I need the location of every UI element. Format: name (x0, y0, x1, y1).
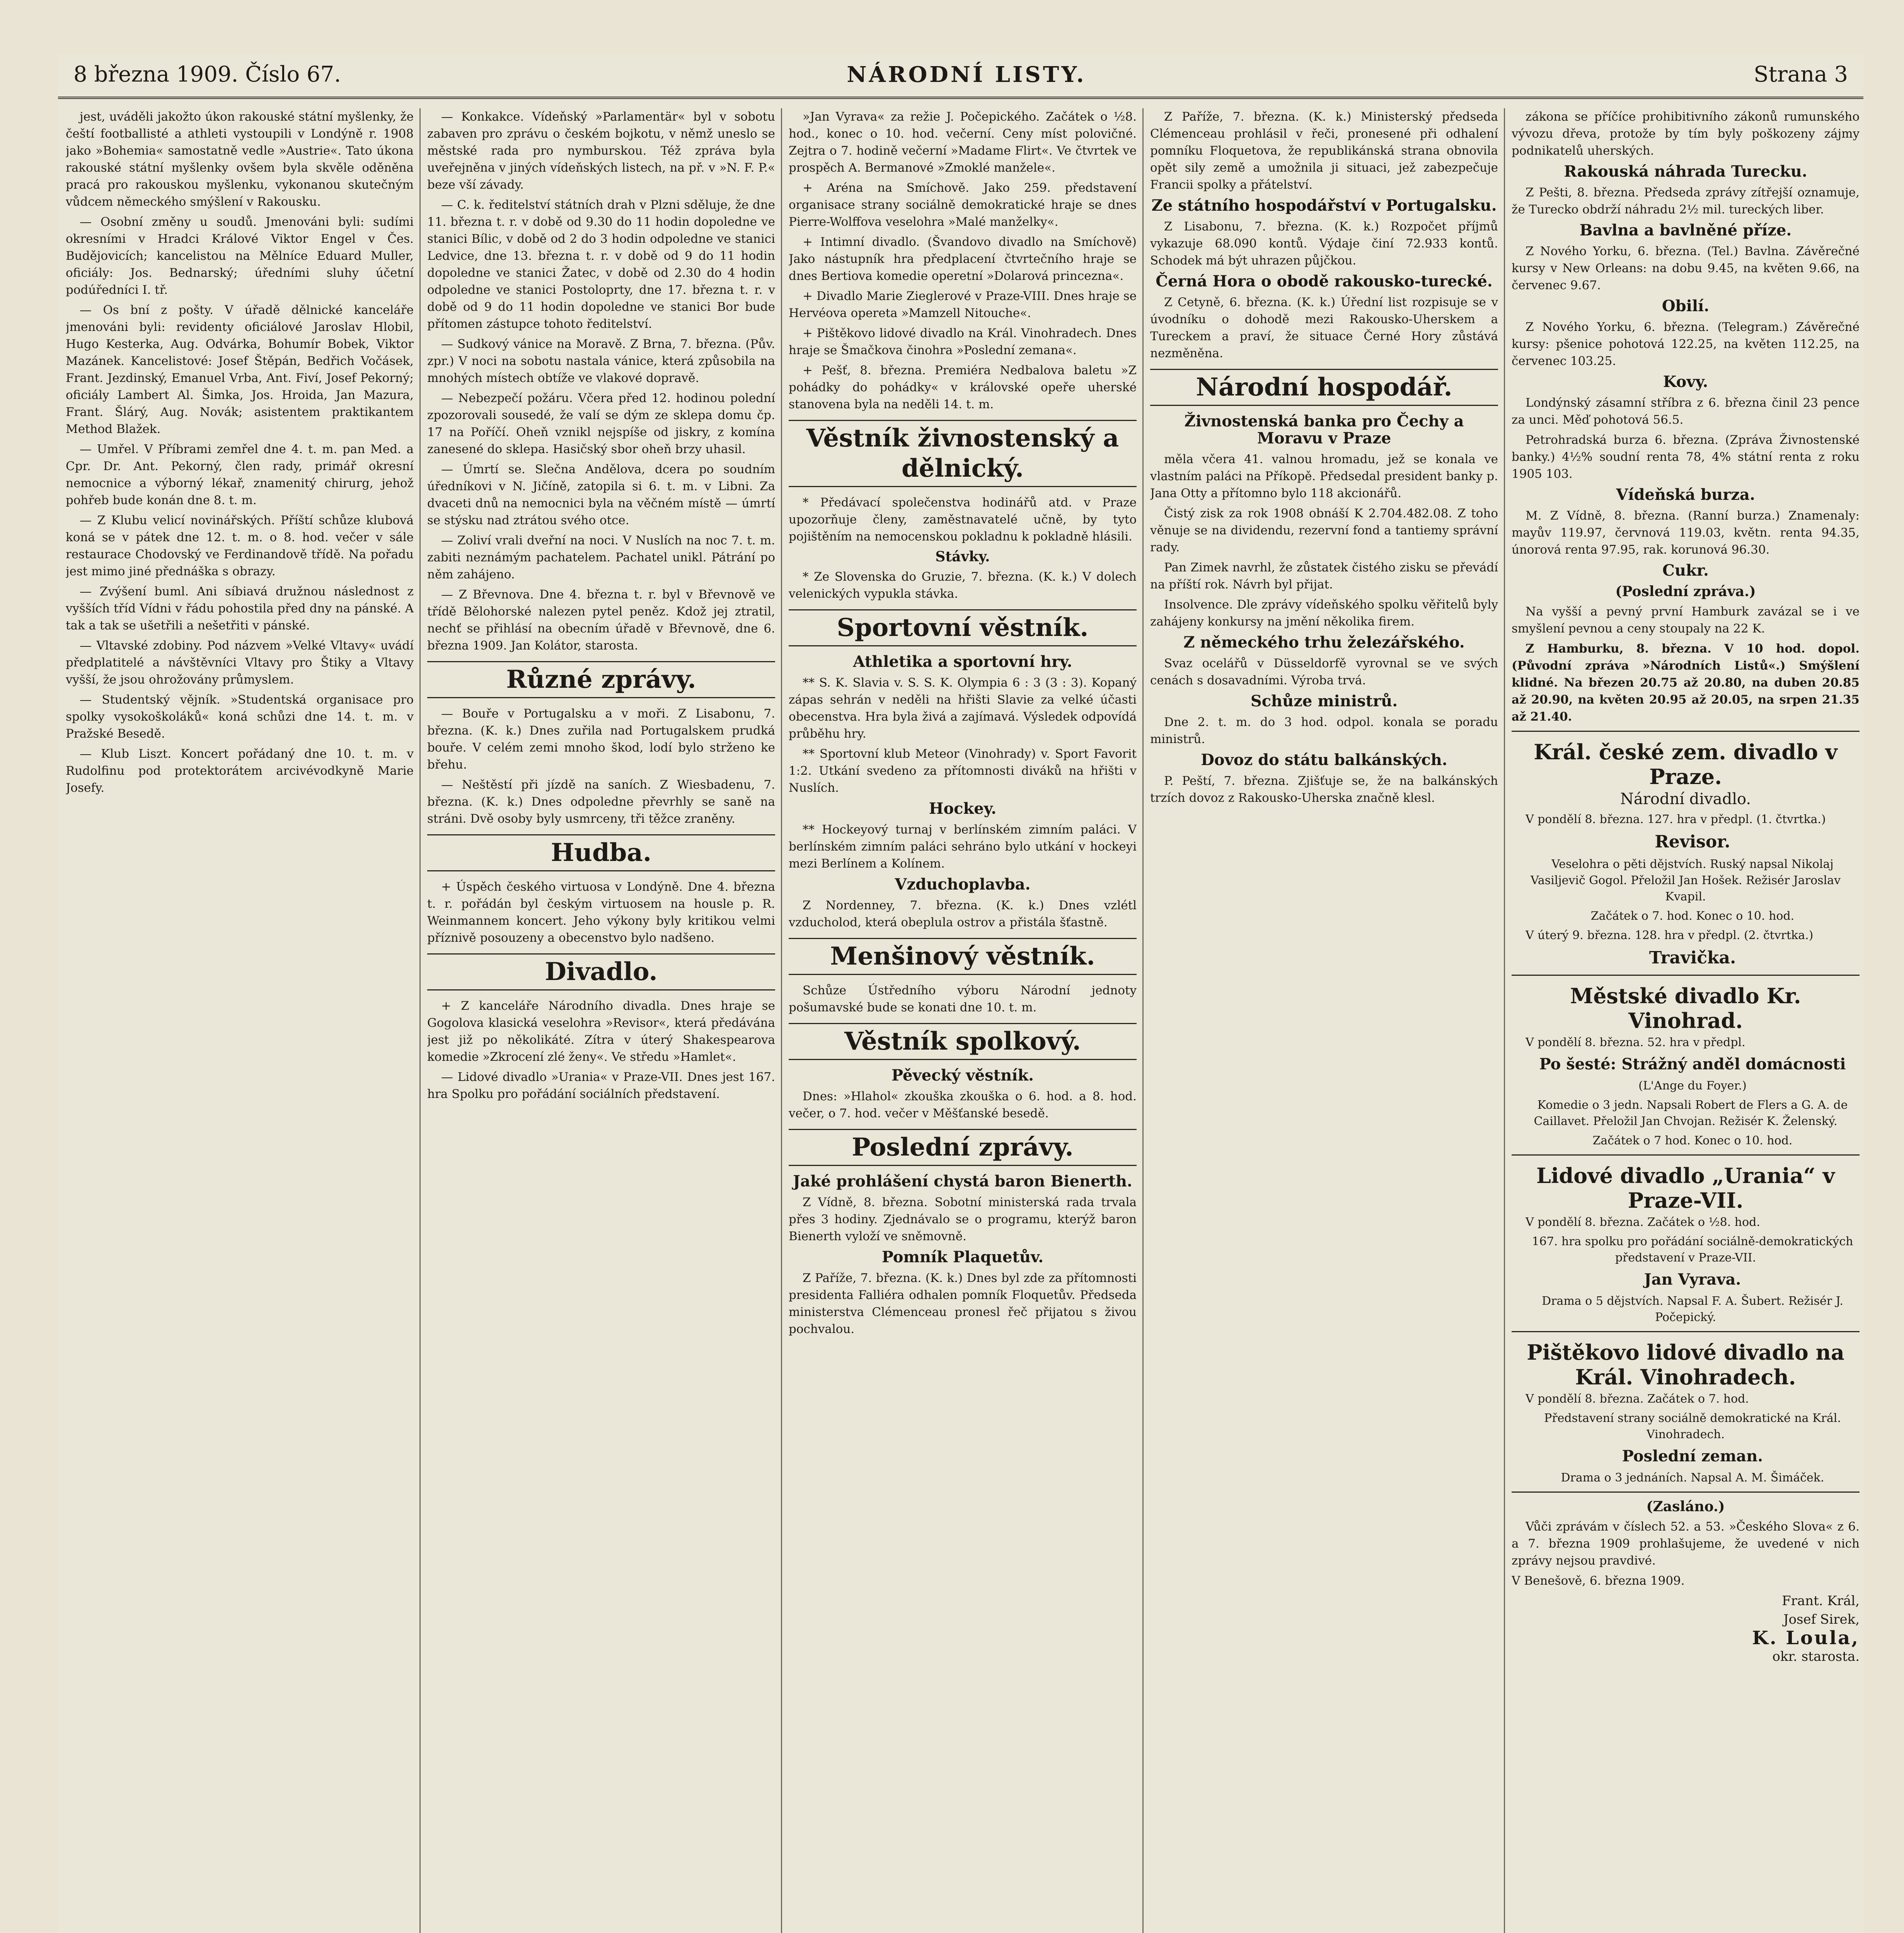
article-text: + Z kanceláře Národního divadla. Dnes hraje se Gogolova klasická veselohra »Revisor«, která předávána jest již po několikáté. Zítra v úterý Shakespearova komedie »Zkrocení zlé ženy«. Ve středu »Hamlet«. (427, 999, 775, 1064)
subsection-heading: Vzduchoplavba. (895, 875, 1031, 893)
article-text: Z Lisabonu, 7. března. (K. k.) Rozpočet příjmů vykazuje 68.090 kontů. Výdaje činí 72.933 kontů. Schodek má být uhrazen půjčkou. (1150, 220, 1498, 268)
article-text: + Aréna na Smíchově. Jako 259. představení organisace strany sociálně demokratické hraje se dnes Pierre-Wolffova veselohra »Malé manželky«. (789, 181, 1137, 229)
article-text: Schůze Ústředního výboru Národní jednoty pošumavské bude se konati dne 10. t. m. (789, 984, 1137, 1014)
article-text: jest, uváděli jakožto úkon rakouské státní myšlenky, že čeští footballisté a athleti vystoupili v Londýně r. 1908 jako »Bohemia« samostatně vedle »Austrie«. Tato úkona rakouské státní myšlenky ovšem byla skvěle oděněna pracá pro rakouskou myšlenku, vykonanou skutečným vůdcem německého smýšlení v Rakousku. (66, 110, 414, 209)
column-divider (781, 108, 782, 1933)
article-text: zákona se příčíce prohibitivního zákonů rumunského vývozu dřeva, protože by tím byly poškozeny zájmy podnikatelů uherských. (1512, 110, 1860, 158)
column-4 (1150, 108, 1498, 1933)
article-text: Insolvence. Dle zprávy vídeňského spolku věřitelů byly zahájeny konkursy na jmění několika firem. (1150, 598, 1498, 629)
column-2 (427, 108, 775, 1933)
article-text: — Z Břevnova. Dne 4. března t. r. byl v Břevnově ve třídě Bělohorské nalezen pytel peněz. Kdož jej ztratil, nechť se přihlásí na obecním úřadě v Břevnově, dne 6. března 1909. Jan Kolátor, starosta. (427, 588, 775, 653)
article-text: Na vyšší a pevný první Hamburk zavázal se i ve smyšlení pevnou a ceny stoupaly na 22 K. (1512, 605, 1860, 636)
subsection-heading: Vídeňská burza. (1616, 486, 1755, 504)
program-line: Veselohra o pěti dějstvích. Ruský napsal Nikolaj Vasiljevič Gogol. Přeložil Jan Hošek. Režisér Jaroslav Kvapil. (1530, 857, 1841, 903)
program-line: V pondělí 8. března. Začátek o 7. hod. (1526, 1392, 1749, 1406)
newspaper-page (58, 54, 1863, 1933)
article-text: Čistý zisk za rok 1908 obnáší K 2.704.482.08. Z toho věnuje se na dividendu, rezervní fond a tantiemy správní rady. (1150, 506, 1498, 554)
article-text: Londýnský zásamní stříbra z 6. března činil 23 pence za unci. Měď pohotová 56.5. (1512, 396, 1860, 427)
program-line: (L'Ange du Foyer.) (1638, 1079, 1747, 1093)
theatre-heading: Lidové divadlo „Urania“ v Praze-VII. (1536, 1163, 1835, 1213)
column-divider (419, 108, 421, 1933)
section-heading: Věstník živnostenský a dělnický. (789, 420, 1137, 487)
article-text: — Zvýšení buml. Ani síbiavá družnou následnost z vyšších tříd Vídni v řádu pohostila před dny na pánské. A tak a tak se ušetřili a nešetřiti v pánské. (66, 585, 414, 632)
column-divider (1504, 108, 1505, 1933)
article-text: Pan Zimek navrhl, že zůstatek čistého zisku se převádí na příští rok. Návrh byl přijat. (1150, 561, 1498, 591)
program-line: Začátek o 7. hod. Konec o 10. hod. (1590, 909, 1795, 923)
article-text: ** S. K. Slavia v. S. S. K. Olympia 6 : 3 (3 : 3). Kopaný zápas sehrán v neděli na hřišti Slavie za velké účasti obecenstva. Hra byla živá a zajímavá. Výsledek odpovídá průběhu hry. (789, 676, 1137, 741)
signature: Josef Sirek, (1783, 1612, 1860, 1627)
section-heading: Různé zprávy. (427, 661, 775, 698)
article-text: Z Cetyně, 6. března. (K. k.) Úřední list rozpisuje se v úvodníku o dohodě mezi Rakousko-Uherskem a Tureckem a praví, že situace Černé Hory zůstává nezměněna. (1150, 295, 1498, 360)
article-text: + Pištěkovo lidové divadlo na Král. Vinohradech. Dnes hraje se Šmačkova činohra »Poslední zemana«. (789, 326, 1137, 357)
subsection-heading: Stávky. (935, 549, 990, 565)
article-text: »Jan Vyrava« za režie J. Počepického. Začátek o ½8. hod., konec o 10. hod. večerní. Ceny míst polovičné. Zejtra o 7. hodině večerní »Madame Flirt«. Ve čtvrtek ve prospěch A. Bermanové »Zmoklé manžele«. (789, 110, 1137, 175)
column-divider (1142, 108, 1144, 1933)
article-text: — Vltavské zdobiny. Pod názvem »Velké Vltavy« uvádí předplatitelé a návštěvníci Vltavy pro Štiky a Vltavy vyšší, že jsou ohrožovány průmyslem. (66, 639, 414, 687)
section-heading: Menšinový věstník. (789, 938, 1137, 975)
article-text: ** Hockeyový turnaj v berlínském zimním paláci. V berlínském zimním paláci sehráno bylo utkání v hockeyi mezi Berlínem a Kolínem. (789, 823, 1137, 871)
theatre-heading: Král. české zem. divadlo v Praze. (1534, 740, 1838, 789)
subsection-heading: Bavlna a bavlněné příze. (1579, 221, 1792, 239)
article-text: — Studentský vějník. »Studentská organisace pro spolky vysokoškoláků« koná schůzi dne 14. t. m. v Pražské Besedě. (66, 693, 414, 741)
column-3 (789, 108, 1137, 1933)
section-heading: Sportovní věstník. (789, 609, 1137, 646)
article-text: + Pešť, 8. března. Premiéra Nedbalova baletu »Z pohádky do pohádky« v královské opeře uherské stanovena byla na neděli 14. t. m. (789, 363, 1137, 411)
article-text: Z Nového Yorku, 6. března. (Telegram.) Závěrečné kursy: pšenice pohotová 122.25, na květen 112.25, na červenec 103.25. (1512, 320, 1860, 368)
program-line: Drama o 5 dějstvích. Napsal F. A. Šubert. Režisér J. Počepický. (1542, 1294, 1843, 1324)
page-number: Strana 3 (1754, 62, 1848, 87)
subsection-heading: Pěvecký věstník. (891, 1066, 1034, 1084)
program-line: Představení strany sociálně demokratické na Král. Vinohradech. (1544, 1411, 1841, 1441)
article-text: Petrohradská burza 6. března. (Zpráva Živnostenské banky.) 4½% soudní renta 78, 4% státní renta z roku 1905 103. (1512, 433, 1860, 481)
article-text: + Intimní divadlo. (Švandovo divadlo na Smíchově) Jako nástupník hra předplacení čtvrtečního hraje se dnes Bertiova komedie operetní »Dolarová princezna«. (789, 235, 1137, 283)
article-text: + Úspěch českého virtuosa v Londýně. Dne 4. března t. r. pořádán byl českým virtuosem na housle p. R. Weinmannem koncert. Jeho výkony byly kritikou velmi příznivě posouzeny a obecenstvo bylo nadšeno. (427, 880, 775, 945)
program-line: V pondělí 8. března. 127. hra v předpl. (1. čtvrtka.) (1526, 813, 1826, 826)
section-heading: Divadlo. (427, 953, 775, 990)
article-text: — Konkakce. Vídeňský »Parlamentär« byl v sobotu zabaven pro zprávu o českém bojkotu, v němž uneslo se městské rada pro nymburskou. Též zpráva byla uveřejněna v jiných vídeňských listech, na př. v »N. F. P.« beze vší závady. (427, 110, 775, 192)
subsection-heading: Černá Hora o obodě rakousko-turecké. (1156, 272, 1493, 290)
article-text: M. Z Vídně, 8. března. (Ranní burza.) Znamenaly: mayův 119.97, červnová 119.03, květn. renta 94.35, únorová renta 97.95, rak. korunová 96.30. (1512, 509, 1860, 557)
article-text: — Osobní změny u soudů. Jmenováni byli: sudími okresními v Hradci Králové Viktor Engel v Čes. Budějovicích; kancelistou na Mělníce Eduard Muller, oficiály: Jos. Bednarský; úředními sluhy účetní podúředníci I. tř. (66, 215, 414, 297)
article-text: + Divadlo Marie Zieglerové v Praze-VIII. Dnes hraje se Hervéova opereta »Mamzell Nitouche«. (789, 289, 1137, 320)
subsection-heading: (Zasláno.) (1646, 1498, 1725, 1515)
subsection-heading: Cukr. (1662, 561, 1709, 580)
article-text: — Klub Liszt. Koncert pořádaný dne 10. t. m. v Rudolfinu pod protektorátem arcivévodkyně Marie Josefy. (66, 747, 414, 795)
subsection-heading: Živnostenská banka pro Čechy a Moravu v Praze (1184, 412, 1464, 447)
divider (1512, 1154, 1860, 1156)
masthead (58, 54, 1863, 99)
program-line: V úterý 9. března. 128. hra v předpl. (2. čtvrtka.) (1526, 929, 1814, 942)
article-text: Dne 2. t. m. do 3 hod. odpol. konala se poradu ministrů. (1150, 715, 1498, 746)
article-text: — Bouře v Portugalsku a v moři. Z Lisabonu, 7. března. (K. k.) Dnes zuřila nad Portugalskem prudká bouře. V celém zemi mnoho škod, lodí bylo strženo ke břehu. (427, 707, 775, 772)
divider (1512, 975, 1860, 976)
divider (1512, 731, 1860, 732)
theatre-heading: Pištěkovo lidové divadlo na Král. Vinohradech. (1527, 1340, 1844, 1389)
article-text: — Nebezpečí požáru. Včera před 12. hodinou polední zpozorovali sousedé, že valí se dým ze sklepa domu čp. 17 na Poříčí. Oheň vznikl nejspíše od jiskry, z komína zanesené do sklepa. Hasičský sbor oheň brzy uhasil. (427, 391, 775, 456)
play-title: Revisor. (1655, 832, 1730, 852)
divider (1512, 1331, 1860, 1332)
program-line: V pondělí 8. března. Začátek o ½8. hod. (1526, 1215, 1760, 1229)
column-1 (66, 108, 414, 1933)
article-text: Z Paříže, 7. března. (K. k.) Ministerský předseda Clémenceau prohlásil v řeči, pronesené při odhalení pomníku Floquetova, že republikánská strana obnovila opět sily země a umožnila ji situaci, jež zabezpečuje Francii spolky a přátelství. (1150, 110, 1498, 192)
article-text: Svaz ocelářů v Düsseldorfě vyrovnal se ve svých cenách s dosavadními. Výroba trvá. (1150, 656, 1498, 687)
article-text: — Lidové divadlo »Urania« v Praze-VII. Dnes jest 167. hra Spolku pro pořádání sociálních představení. (427, 1070, 775, 1101)
theatre-subheading: Národní divadlo. (1620, 790, 1751, 808)
article-text: — Umřel. V Příbrami zemřel dne 4. t. m. pan Med. a Cpr. Dr. Ant. Pekorný, člen rady, primář okresní nemocnice a výborný lékař, znamenitý chirurg, jehož pohřeb bude konán dne 8. t. m. (66, 442, 414, 507)
subsection-heading: Kovy. (1663, 373, 1708, 391)
article-text: — Úmrtí se. Slečna Andělova, dcera po soudním úředníkovi v N. Jičíně, zatopila si 6. t. m. v Libni. Za dvaceti dnů na nemocnici byla na věčném místě — úmrtí se stýsku nad ztrátou svého otce. (427, 462, 775, 527)
article-text: Z Pešti, 8. března. Předseda zprávy zítřejší oznamuje, že Turecko obdrží náhradu 2½ mil. tureckých liber. (1512, 186, 1860, 216)
article-text: * Předávací společenstva hodinářů atd. v Praze upozorňuje členy, zaměstnavatelé učně, by tyto pojištěním na nemocenskou pokladnu k pokladně hlásili. (789, 496, 1137, 544)
subsection-heading: Schůze ministrů. (1250, 692, 1398, 710)
article-text: Vůči zprávám v číslech 52. a 53. »Českého Slova« z 6. a 7. března 1909 prohlašujeme, že uvedené v nich zprávy nejsou pravdivé. (1512, 1520, 1860, 1568)
article-text: Z Paříže, 7. března. (K. k.) Dnes byl zde za přítomnosti presidenta Falliéra odhalen pomník Floquetův. Předseda ministerstva Clémenceau pronesl řeč přijatou s živou pochvalou. (789, 1271, 1137, 1336)
subsection-heading: Athletika a sportovní hry. (853, 653, 1072, 671)
play-title: Jan Vyrava. (1644, 1270, 1741, 1289)
signature: Frant. Král, (1782, 1593, 1860, 1609)
newspaper-title: NÁRODNÍ LISTY. (847, 62, 1086, 87)
subsection-heading: Ze státního hospodářství v Portugalsku. (1151, 196, 1497, 215)
play-title: Poslední zeman. (1622, 1447, 1763, 1465)
signature-title: okr. starosta. (1772, 1649, 1860, 1664)
article-text: — C. k. ředitelství státních drah v Plzni sděluje, že dne 11. března t. r. v době od 9.30 do 11 hodin dopoledne ve stanici Bílic, v době od 2 do 3 hodin odpoledne ve stanici Ledvice, dne 13. března t. r. v době od 9 do 11 hodin dopoledne ve stanici Žatec, v době od 2.30 do 4 hodin odpoledne ve stanici Postoloprty, dne 17. března t. r. v době od 9 do 11 hodin dopoledne ve stanici Bor bude přítomen zástupce tohoto ředitelství. (427, 198, 775, 331)
theatre-heading: Městské divadlo Kr. Vinohrad. (1570, 984, 1801, 1033)
article-text: — Zoliví vrali dveřní na noci. V Nuslích na noc 7. t. m. zabiti neznámým pachatelem. Pachatel unikl. Pátrání po něm zahájeno. (427, 534, 775, 581)
column-5 (1512, 108, 1860, 1933)
article-text: — Os bní z pošty. V úřadě dělnické kanceláře jmenováni byli: revidenty oficiálové Jaroslav Hlobil, Hugo Kesterka, Aug. Odvárka, Bohumír Bobek, Viktor Mazánek. Kancelistové: Josef Štěpán, Bedřich Vočásek, Frant. Jezdinský, Emanuel Vrba, Ant. Fiví, Josef Pekorný; oficiály Lambert Al. Šimka, Jos. Hroida, Jan Mazura, Frant. Šlárý, Aug. Novák; asistentem praktikantem Method Blažek. (66, 303, 414, 436)
article-text: — Sudkový vánice na Moravě. Z Brna, 7. března. (Pův. zpr.) V noci na sobotu nastala vánice, která způsobila na mnohých místech obtíže ve vlakové dopravě. (427, 337, 775, 385)
play-title: Po šesté: Strážný anděl domácnosti (1539, 1055, 1846, 1073)
article-text: měla včera 41. valnou hromadu, jež se konala ve vlastním paláci na Příkopě. Předsedal president banky p. Jana Otty a přítomno bylo 118 akcionářů. (1150, 452, 1498, 500)
section-heading: Poslední zprávy. (789, 1129, 1137, 1166)
article-text: Z Vídně, 8. března. Sobotní ministerská rada trvala přes 3 hodiny. Zjednávalo se o programu, kterýž baron Bienerth vyloží ve sněmovně. (789, 1195, 1137, 1243)
section-heading: Věstník spolkový. (789, 1023, 1137, 1060)
signature: K. Loula, (1752, 1627, 1860, 1649)
subsection-heading: Z německého trhu železářského. (1183, 633, 1465, 651)
divider (1512, 1492, 1860, 1493)
program-line: Drama o 3 jednáních. Napsal A. M. Šimáček. (1561, 1471, 1824, 1485)
section-heading: Národní hospodář. (1150, 369, 1498, 406)
article-text: Z Nordenney, 7. března. (K. k.) Dnes vzlétl vzducholod, která obeplula ostrov a přistála šťastně. (789, 898, 1137, 929)
section-heading: Hudba. (427, 834, 775, 871)
program-line: Začátek o 7 hod. Konec o 10. hod. (1592, 1134, 1793, 1147)
subsection-heading: Hockey. (929, 799, 997, 818)
article-text: Z Nového Yorku, 6. března. (Tel.) Bavlna. Závěrečné kursy v New Orleans: na dobu 9.45, na květen 9.66, na červenec 9.67. (1512, 244, 1860, 292)
dateline: V Benešově, 6. března 1909. (1512, 1574, 1685, 1588)
article-text: ** Sportovní klub Meteor (Vinohrady) v. Sport Favorit 1:2. Utkání svedeno za přítomnosti diváků na hřišti v Nuslích. (789, 747, 1137, 795)
program-line: 167. hra spolku pro pořádání sociálně-demokratických představení v Praze-VII. (1532, 1235, 1853, 1265)
article-text: Z Hamburku, 8. března. V 10 hod. dopol. (Původní zpráva »Národních Listů«.) Smýšlení klidné. Na březen 20.75 až 20.80, na duben 20.85 až 20.90, na květen 20.95 až 20.05, na srpen 21.35 až 21.40. (1512, 642, 1860, 724)
article-text: Dnes: »Hlahol« zkouška zkouška o 6. hod. a 8. hod. večer, o 7. hod. večer v Měšťanské besedě. (789, 1089, 1137, 1120)
subsection-heading: Dovoz do státu balkánských. (1201, 751, 1447, 769)
play-title: Travička. (1649, 948, 1736, 968)
article-text: — Z Klubu velicí novinářských. Příští schůze klubová koná se v pátek dne 12. t. m. o 8. hod. večer v sále restaurace Chodovský ve Ferdinandově třídě. Na pořadu jest mimo jiné přednáška s obrazy. (66, 513, 414, 578)
subsection-heading: Jaké prohlášení chystá baron Bienerth. (793, 1172, 1132, 1190)
program-line: V pondělí 8. března. 52. hra v předpl. (1526, 1036, 1745, 1049)
subsection-heading: Pomník Plaquetův. (881, 1248, 1044, 1266)
article-text: P. Peští, 7. března. Zjišťuje se, že na balkánských trzích dovoz z Rakousko-Uherska značně klesl. (1150, 774, 1498, 805)
program-line: Komedie o 3 jedn. Napsali Robert de Flers a G. A. de Caillavet. Přeložil Jan Chvojan. Režisér K. Želenský. (1534, 1098, 1848, 1128)
issue-date: 8 března 1909. Číslo 67. (73, 62, 341, 87)
subsection-note: (Poslední zpráva.) (1615, 583, 1756, 600)
subsection-heading: Obilí. (1662, 297, 1710, 315)
article-text: * Ze Slovenska do Gruzie, 7. března. (K. k.) V dolech velenických vypukla stávka. (789, 570, 1137, 601)
subsection-heading: Rakouská náhrada Turecku. (1564, 162, 1807, 181)
article-text: — Neštěstí při jízdě na saních. Z Wiesbadenu, 7. března. (K. k.) Dnes odpoledne převrhly se saně na stráni. Dvě osoby byly usmrceny, tři těžce zraněny. (427, 778, 775, 826)
